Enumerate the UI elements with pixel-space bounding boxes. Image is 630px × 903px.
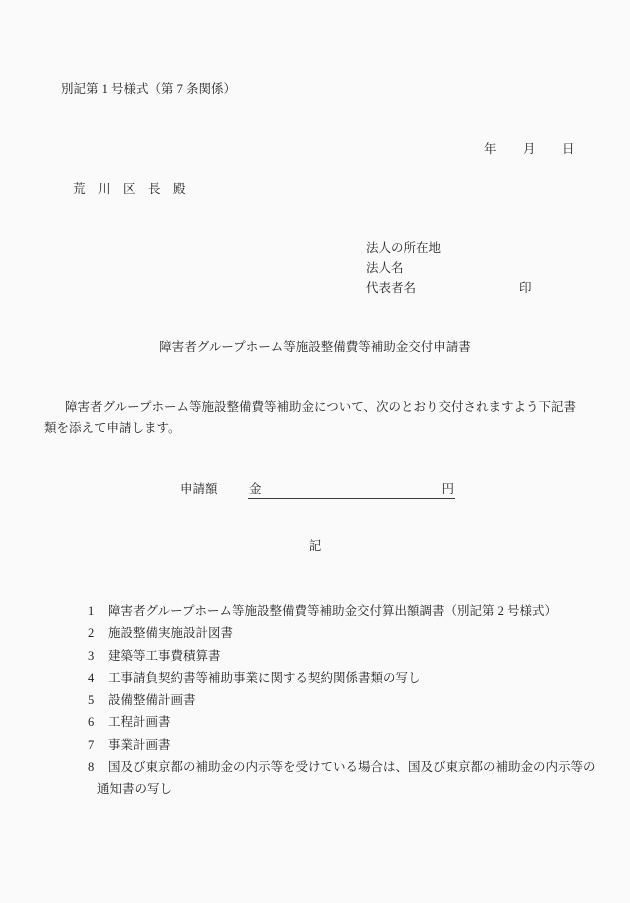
attachment-item-1 <box>0 600 630 622</box>
attachment-text: 国及び東京都の補助金の内示等を受けている場合は、国及び東京都の補助金の内示等の <box>108 760 596 775</box>
attachment-text: 工程計画書 <box>108 715 171 730</box>
attachment-item-2 <box>0 622 630 644</box>
attachment-number: 7 <box>88 737 95 752</box>
attachment-list <box>0 600 630 801</box>
attachment-number: 6 <box>88 715 95 730</box>
form-number: 別記第 1 号様式（第 7 条関係） <box>61 82 237 96</box>
attachment-text: 施設整備実施設計図書 <box>108 626 234 641</box>
attachment-text: 事業計画書 <box>108 737 171 752</box>
attachment-number: 4 <box>88 670 95 685</box>
attachment-number: 1 <box>88 604 95 618</box>
attachment-number: 2 <box>88 626 95 641</box>
applicant-name-label: 法人名 <box>366 261 404 275</box>
attachment-text: 通知書の写し <box>97 782 173 797</box>
attachment-number: 5 <box>88 693 95 708</box>
attachment-number: 8 <box>88 760 95 775</box>
attachment-item-6 <box>0 711 630 733</box>
addressee: 荒 川 区 長 殿 <box>73 182 186 196</box>
amount-prefix: 金 <box>249 482 262 496</box>
document-title: 障害者グループホーム等施設整備費等補助金交付申請書 <box>159 340 471 354</box>
applicant-address-label: 法人の所在地 <box>366 241 442 255</box>
attachment-item-8-continuation <box>0 778 630 800</box>
attachment-item-3 <box>0 645 630 667</box>
attachment-item-8 <box>0 756 630 778</box>
attachment-item-7 <box>0 734 630 756</box>
amount-suffix: 円 <box>441 482 454 496</box>
body-paragraph-line-1: 障害者グループホーム等施設整備費等補助金について、次のとおり交付されますよう下記書 <box>65 400 577 414</box>
applicant-representative-label: 代表者名 <box>366 281 417 295</box>
attachment-text: 設備整備計画書 <box>108 693 196 708</box>
body-paragraph-line-2: 類を添えて申請します。 <box>44 421 181 435</box>
seal-label: 印 <box>519 281 532 295</box>
attachment-text: 建築等工事費積算書 <box>108 648 221 663</box>
attachment-item-4 <box>0 667 630 689</box>
attachment-number: 3 <box>88 648 95 663</box>
list-header-ki: 記 <box>308 539 322 553</box>
attachment-text: 障害者グループホーム等施設整備費等補助金交付算出額調書（別記第 2 号様式） <box>108 604 558 618</box>
amount-label: 申請額 <box>180 482 218 496</box>
amount-blank-field <box>248 481 455 499</box>
date-line: 年 月 日 <box>484 142 576 156</box>
attachment-text: 工事請負契約書等補助事業に関する契約関係書類の写し <box>108 670 421 685</box>
attachment-item-5 <box>0 689 630 711</box>
